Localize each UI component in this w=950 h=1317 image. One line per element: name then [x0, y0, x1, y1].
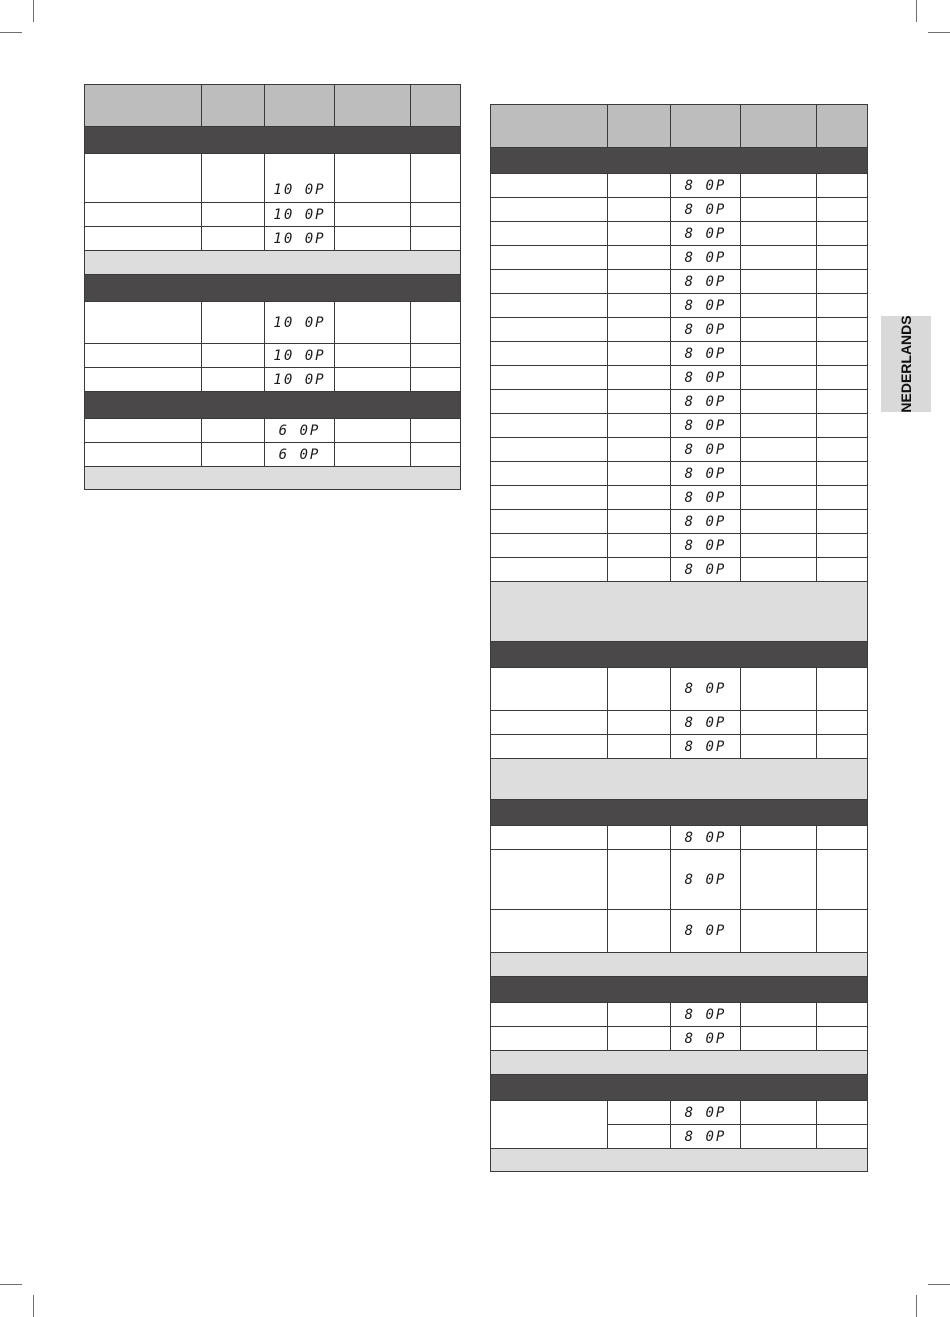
crop-mark — [916, 0, 917, 22]
language-side-tab — [881, 316, 931, 412]
crop-mark — [928, 32, 950, 33]
table-row — [491, 1101, 868, 1125]
section-row — [491, 977, 868, 1003]
display-value: 10 0P — [273, 314, 326, 331]
section-row — [491, 800, 868, 826]
display-value: 8 0P — [684, 871, 727, 888]
display-value: 8 0P — [684, 714, 727, 731]
display-value: 8 0P — [684, 829, 727, 846]
table-row — [491, 246, 868, 270]
table-row — [85, 344, 461, 368]
program-table-left — [84, 84, 461, 490]
crop-mark — [33, 1295, 34, 1317]
table-row — [491, 711, 868, 735]
program-table-right — [490, 104, 868, 1172]
display-value: 8 0P — [684, 225, 727, 242]
table-row — [491, 438, 868, 462]
table-row — [491, 366, 868, 390]
table-row — [491, 342, 868, 366]
section-row — [491, 642, 868, 668]
display-value: 6 0P — [278, 422, 321, 439]
display-value: 10 0P — [273, 206, 326, 223]
display-value: 8 0P — [684, 417, 727, 434]
table-row — [491, 1027, 868, 1051]
table-row — [491, 826, 868, 850]
table-row — [491, 486, 868, 510]
table-row — [491, 222, 868, 246]
table-row — [491, 850, 868, 910]
table-header-row — [85, 85, 461, 127]
note-row — [85, 251, 461, 275]
table-row — [491, 414, 868, 438]
table-row — [491, 510, 868, 534]
table-row — [491, 390, 868, 414]
section-row — [491, 148, 868, 174]
display-value: 8 0P — [684, 1128, 727, 1145]
section-row — [85, 392, 461, 419]
table-row — [491, 1003, 868, 1027]
crop-mark — [928, 1284, 950, 1285]
table-row — [491, 668, 868, 711]
display-value: 8 0P — [684, 297, 727, 314]
table-row — [85, 302, 461, 344]
display-value: 8 0P — [684, 393, 727, 410]
crop-mark — [0, 1284, 22, 1285]
display-value: 8 0P — [684, 537, 727, 554]
display-value: 8 0P — [684, 1006, 727, 1023]
table-row — [491, 735, 868, 759]
language-tab-label: NEDERLANDS — [898, 315, 914, 413]
table-header-row — [491, 105, 868, 148]
display-value: 8 0P — [684, 465, 727, 482]
display-value: 8 0P — [684, 513, 727, 530]
crop-mark — [916, 1295, 917, 1317]
display-value: 10 0P — [273, 230, 326, 247]
note-row — [491, 1149, 868, 1172]
note-row — [491, 582, 868, 642]
display-value: 8 0P — [684, 923, 727, 939]
note-row — [491, 759, 868, 800]
display-value: 8 0P — [684, 369, 727, 386]
display-value: 8 0P — [684, 177, 727, 194]
table-row — [85, 203, 461, 227]
display-value: 8 0P — [684, 1104, 727, 1121]
note-row — [491, 1051, 868, 1075]
display-value: 8 0P — [684, 201, 727, 218]
note-row — [85, 467, 461, 490]
display-value: 8 0P — [684, 489, 727, 506]
table-row — [491, 534, 868, 558]
table-row — [491, 318, 868, 342]
display-value: 10 0P — [273, 371, 326, 388]
table-row — [491, 910, 868, 953]
section-row — [85, 127, 461, 154]
note-row — [491, 953, 868, 977]
table-row — [491, 198, 868, 222]
display-value: 8 0P — [684, 1030, 727, 1047]
display-value: 8 0P — [684, 273, 727, 290]
crop-mark — [0, 32, 22, 33]
display-value: 8 0P — [684, 441, 727, 458]
table-row — [491, 558, 868, 582]
table-row — [491, 462, 868, 486]
display-value: 6 0P — [278, 446, 321, 463]
display-value: 8 0P — [684, 738, 727, 755]
table-row — [85, 368, 461, 392]
display-value: 8 0P — [684, 681, 727, 697]
display-value: 10 0P — [273, 347, 326, 364]
display-value: 10 0P — [273, 182, 326, 198]
table-row — [85, 154, 461, 203]
display-value: 8 0P — [684, 345, 727, 362]
table-row — [85, 419, 461, 443]
section-row — [491, 1075, 868, 1101]
display-value: 8 0P — [684, 249, 727, 266]
table-row — [491, 174, 868, 198]
crop-mark — [33, 0, 34, 22]
display-value: 8 0P — [684, 561, 727, 578]
section-row — [85, 275, 461, 302]
display-value: 8 0P — [684, 321, 727, 338]
table-row — [491, 294, 868, 318]
table-row — [85, 443, 461, 467]
table-row — [85, 227, 461, 251]
table-row — [491, 270, 868, 294]
